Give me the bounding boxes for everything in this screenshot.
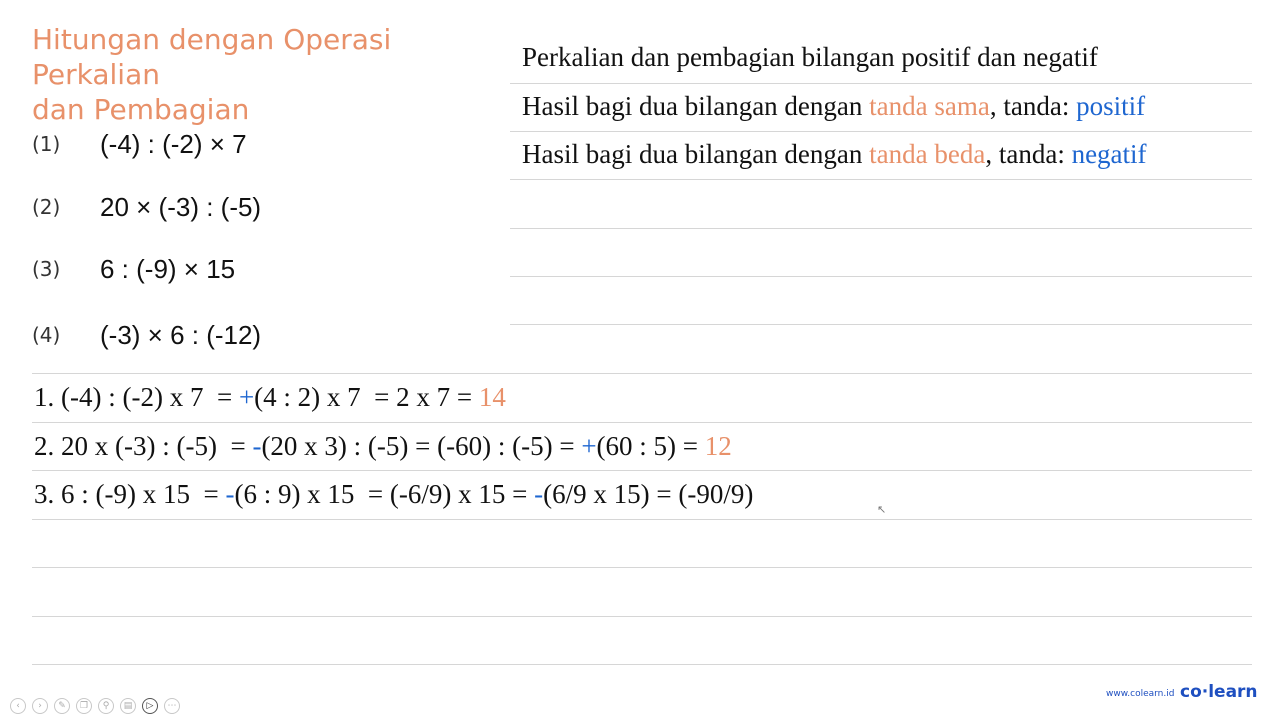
rule-result: positif bbox=[1076, 91, 1146, 121]
copy-icon[interactable]: ❐ bbox=[76, 698, 92, 714]
divider bbox=[32, 567, 1252, 568]
sign: - bbox=[225, 479, 235, 509]
divider bbox=[32, 470, 1252, 471]
solution-text: (60 : 5) = bbox=[596, 431, 705, 461]
rule-text: , tanda: bbox=[989, 91, 1077, 121]
divider bbox=[510, 83, 1252, 84]
solution-1 bbox=[34, 382, 506, 413]
solution-answer: 12 bbox=[704, 431, 732, 461]
divider bbox=[32, 422, 1252, 423]
problem-item bbox=[32, 249, 235, 289]
rule-different-sign bbox=[522, 139, 1147, 170]
rule-text: Hasil bagi dua bilangan dengan bbox=[522, 91, 870, 121]
divider bbox=[32, 664, 1252, 665]
problem-expression: 20 × (-3) : (-5) bbox=[100, 191, 262, 222]
solution-text: (6/9 x 15) = (-90/9) bbox=[543, 479, 754, 509]
presentation-toolbar bbox=[10, 698, 180, 714]
next-icon[interactable]: › bbox=[32, 698, 48, 714]
divider bbox=[510, 131, 1252, 132]
solution-text: 3. 6 : (-9) x 15 = bbox=[34, 479, 226, 509]
problem-expression: (-3) × 6 : (-12) bbox=[100, 319, 262, 350]
title-line-2: dan Pembagian bbox=[32, 93, 250, 126]
solution-text: (20 x 3) : (-5) = (-60) : (-5) = bbox=[261, 431, 582, 461]
problem-expression: 6 : (-9) × 15 bbox=[100, 253, 236, 284]
rule-highlight: tanda beda bbox=[869, 139, 986, 169]
solution-2 bbox=[34, 431, 732, 462]
rules-heading: Perkalian dan pembagian bilangan positif dan negatif bbox=[522, 42, 1098, 72]
solution-answer: 14 bbox=[478, 382, 506, 412]
divider bbox=[510, 179, 1252, 180]
cursor-icon: ↖ bbox=[877, 504, 887, 516]
rule-same-sign bbox=[522, 91, 1145, 122]
solution-3 bbox=[34, 479, 753, 510]
pen-icon[interactable]: ✎ bbox=[54, 698, 70, 714]
sign: + bbox=[238, 382, 255, 412]
divider bbox=[32, 519, 1252, 520]
solution-text: (4 : 2) x 7 = 2 x 7 = bbox=[254, 382, 479, 412]
brand-logo: co·learn bbox=[1180, 682, 1258, 702]
screen-icon[interactable]: ▤ bbox=[120, 698, 136, 714]
prev-icon[interactable]: ‹ bbox=[10, 698, 26, 714]
camera-icon[interactable]: ▷ bbox=[142, 698, 158, 714]
divider bbox=[510, 276, 1252, 277]
divider bbox=[32, 373, 1252, 374]
problem-number: (2) bbox=[32, 195, 61, 219]
divider bbox=[510, 228, 1252, 229]
divider bbox=[510, 324, 1252, 325]
problem-number: (1) bbox=[32, 132, 61, 156]
solution-text: 1. (-4) : (-2) x 7 = bbox=[34, 382, 239, 412]
problem-item bbox=[32, 315, 261, 355]
sign: - bbox=[534, 479, 544, 509]
page-title bbox=[32, 22, 512, 127]
sign: + bbox=[581, 431, 597, 461]
rule-text: , tanda: bbox=[985, 139, 1072, 169]
zoom-icon[interactable]: ⚲ bbox=[98, 698, 114, 714]
solution-text: (6 : 9) x 15 = (-6/9) x 15 = bbox=[234, 479, 535, 509]
title-line-1: Hitungan dengan Operasi Perkalian bbox=[32, 23, 392, 91]
rule-highlight: tanda sama bbox=[869, 91, 990, 121]
more-icon[interactable]: ⋯ bbox=[164, 698, 180, 714]
divider bbox=[32, 616, 1252, 617]
rule-result: negatif bbox=[1071, 139, 1147, 169]
rule-text: Hasil bagi dua bilangan dengan bbox=[522, 139, 870, 169]
solution-text: 2. 20 x (-3) : (-5) = bbox=[34, 431, 253, 461]
problem-expression: (-4) : (-2) × 7 bbox=[100, 128, 247, 159]
problem-number: (3) bbox=[32, 257, 61, 281]
sign: - bbox=[252, 431, 262, 461]
brand-url: www.colearn.id bbox=[1106, 689, 1175, 699]
problem-number: (4) bbox=[32, 323, 61, 347]
problem-item bbox=[32, 124, 247, 164]
problem-item bbox=[32, 187, 261, 227]
